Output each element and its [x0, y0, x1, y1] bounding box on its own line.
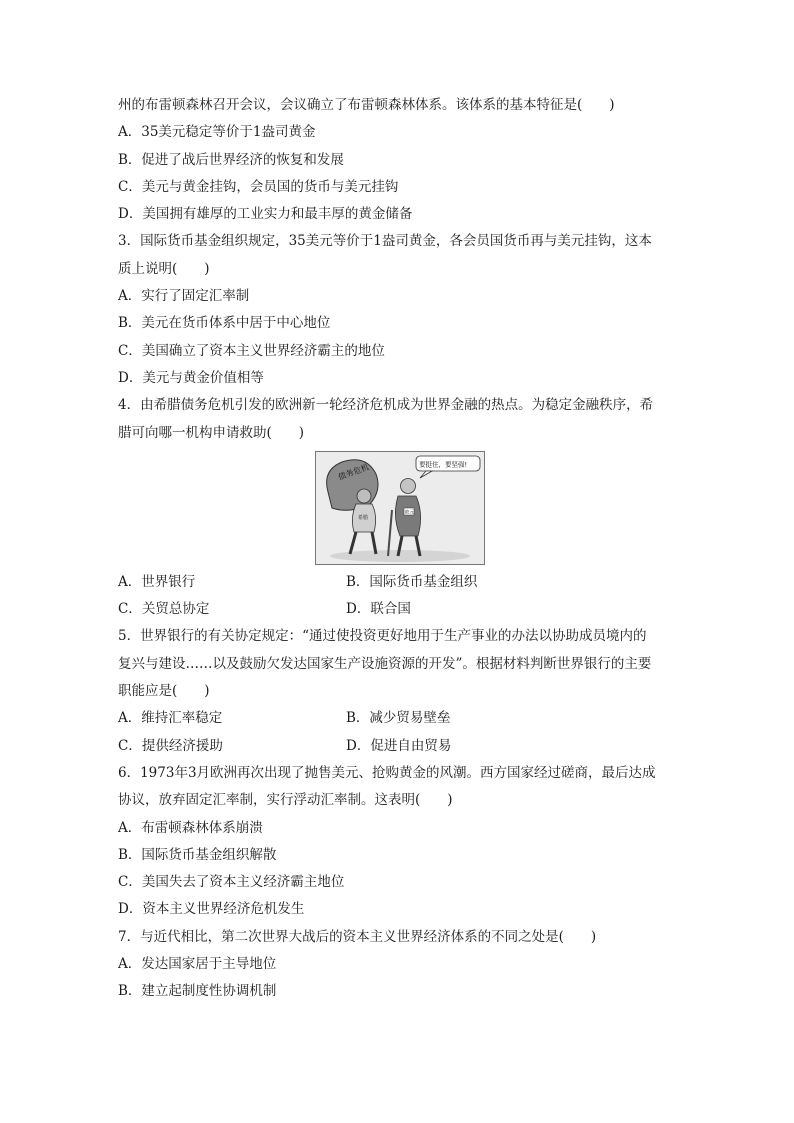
q3-stem-line-2: 质上说明( ) [118, 260, 210, 277]
q5-stem-line-2: 复兴与建设……以及鼓励欠发达国家生产设施资源的开发”。根据材料判断世界银行的主要 [118, 655, 652, 672]
q7-stem: 7．与近代相比，第二次世界大战后的资本主义世界经济体系的不同之处是( ) [118, 928, 597, 945]
q6-option-b: B．国际货币基金组织解散 [118, 846, 277, 863]
left-figure-label: 希腊 [358, 514, 369, 521]
q7-option-a: A．发达国家居于主导地位 [118, 956, 277, 973]
q4-option-c: C．关贸总协定 [118, 601, 210, 618]
q2-option-c: C．美元与黄金挂钩，会员国的货币与美元挂钩 [118, 178, 399, 195]
cartoon-illustration [316, 452, 484, 564]
q3-stem-line-1: 3．国际货币基金组织规定，35美元等价于1盎司黄金，各会员国货币再与美元挂钩，这本 [118, 233, 652, 250]
q6-option-d: D．资本主义世界经济危机发生 [118, 901, 305, 918]
q6-option-a: A．布雷顿森林体系崩溃 [118, 819, 263, 836]
right-figure-label: 欧元 [405, 510, 414, 516]
q5-stem-line-3: 职能应是( ) [118, 683, 210, 700]
q6-stem-line-1: 6．1973年3月欧洲再次出现了抛售美元、抢购黄金的风潮。西方国家经过磋商，最后达成 [118, 764, 656, 781]
q2-option-a: A．35美元稳定等价于1盎司黄金 [118, 124, 316, 141]
debt-bag-label: 债务危机 [337, 462, 371, 482]
q2-stem: 州的布雷顿森林召开会议，会议确立了布雷顿森林体系。该体系的基本特征是( ) [118, 97, 615, 113]
q4-option-d: D．联合国 [346, 601, 411, 618]
q5-option-d: D．促进自由贸易 [346, 737, 452, 754]
q4-stem-line-1: 4．由希腊债务危机引发的欧洲新一轮经济危机成为世界金融的热点。为稳定金融秩序，希 [118, 397, 654, 414]
q6-stem-line-2: 协议，放弃固定汇率制，实行浮动汇率制。这表明( ) [118, 792, 453, 809]
q5-option-b: B．减少贸易壁垒 [346, 710, 451, 727]
speech-bubble-text: 要挺住，要坚强! [419, 460, 468, 469]
q4-options-row-2 [118, 596, 678, 623]
debt-bag [327, 460, 378, 511]
q3-option-c: C．美国确立了资本主义世界经济霸主的地位 [118, 342, 385, 359]
q4-option-a: A．世界银行 [118, 573, 196, 590]
q5-options-row-1 [118, 705, 678, 732]
q2-option-b: B．促进了战后世界经济的恢复和发展 [118, 151, 344, 168]
q4-figure-area [118, 447, 678, 569]
q5-options-row-2 [118, 733, 678, 760]
exam-page [118, 92, 678, 1006]
q5-option-c: C．提供经济援助 [118, 737, 223, 754]
q5-option-a: A．维持汇率稳定 [118, 710, 223, 727]
q3-option-d: D．美元与黄金价值相等 [118, 369, 264, 386]
q3-option-a: A．实行了固定汇率制 [118, 288, 250, 305]
q4-stem-line-2: 腊可向哪一机构申请救助( ) [118, 424, 305, 441]
q2-option-d: D．美国拥有雄厚的工业实力和最丰厚的黄金储备 [118, 206, 413, 223]
q5-stem-line-1: 5．世界银行的有关协定规定：“通过使投资更好地用于生产事业的办法以协助成员境内的 [118, 628, 647, 645]
q6-option-c: C．美国失去了资本主义经济霸主地位 [118, 874, 345, 891]
q4-options-row-1 [118, 569, 678, 596]
q4-cartoon [315, 451, 485, 565]
q3-option-b: B．美元在货币体系中居于中心地位 [118, 315, 331, 332]
q4-option-b: B．国际货币基金组织 [346, 573, 478, 590]
q7-option-b: B．建立起制度性协调机制 [118, 983, 277, 1000]
